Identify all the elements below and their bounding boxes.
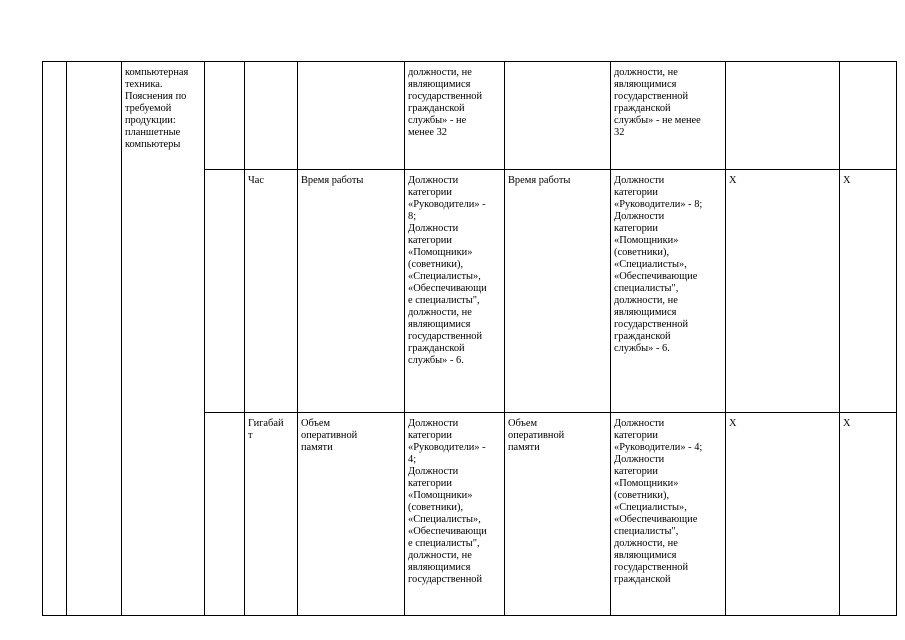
- table-cell-characteristic: [298, 62, 405, 170]
- mark-text: X: [843, 418, 851, 429]
- table-cell-product: [122, 62, 205, 616]
- table-cell-mark-1: [726, 170, 840, 413]
- value-b-text: Должности категории «Руководители» - 4; Должности категории «Помощники» (советники), «Специалисты», «Обеспечивающие специалисты", должности, не являющимися государственной гражданской: [614, 418, 703, 585]
- characteristic-b-text: Время работы: [508, 175, 571, 186]
- mark-text: X: [729, 175, 737, 186]
- characteristic-text: Время работы: [301, 175, 364, 186]
- unit-text: Гигабай т: [248, 418, 284, 441]
- table-cell-empty: [205, 62, 245, 170]
- table-cell-characteristic-b: [505, 413, 611, 616]
- table-cell-mark-2: [840, 413, 897, 616]
- table-cell-characteristic-b: [505, 170, 611, 413]
- table-cell-value-b: [611, 62, 726, 170]
- table-cell-value-a: [405, 413, 505, 616]
- table-cell-empty: [205, 413, 245, 616]
- table-cell-value-a: [405, 62, 505, 170]
- characteristic-b-text: Объем оперативной памяти: [508, 418, 565, 453]
- characteristic-text: Объем оперативной памяти: [301, 418, 358, 453]
- value-a-text: Должности категории «Руководители» - 4; Должности категории «Помощники» (советники), «Специалисты», «Обеспечивающи е специалисты", должности, не являющимися государственной: [408, 418, 487, 585]
- value-a-text: Должности категории «Руководители» - 8; Должности категории «Помощники» (советники), «Специалисты», «Обеспечивающи е специалисты", должности, не являющимися государственной гражданской службы» - 6.: [408, 175, 487, 366]
- requirements-table: [42, 61, 897, 616]
- table-cell-mark-2: [840, 170, 897, 413]
- table-cell-value-a: [405, 170, 505, 413]
- table-cell-value-b: [611, 170, 726, 413]
- table-cell-value-b: [611, 413, 726, 616]
- mark-text: X: [729, 418, 737, 429]
- value-b-text: должности, не являющимися государственной гражданской службы» - не менее 32: [614, 67, 701, 138]
- table-cell-empty: [205, 170, 245, 413]
- mark-text: X: [843, 175, 851, 186]
- value-a-text: должности, не являющимися государственной гражданской службы» - не менее 32: [408, 67, 483, 138]
- table-cell-characteristic: [298, 413, 405, 616]
- table-cell-code: [67, 62, 122, 616]
- value-b-text: Должности категории «Руководители» - 8; Должности категории «Помощники» (советники), «Специалисты», «Обеспечивающие специалисты", должности, не являющимися государственной гражданской службы» - 6.: [614, 175, 703, 354]
- unit-text: Час: [248, 175, 264, 186]
- table-cell-unit: [245, 413, 298, 616]
- table-cell-mark-2: [840, 62, 897, 170]
- product-description: компьютерная техника. Пояснения по требуемой продукции: планшетные компьютеры: [125, 67, 189, 150]
- table-row: [43, 62, 897, 170]
- table-cell-characteristic-b: [505, 62, 611, 170]
- table-cell-characteristic: [298, 170, 405, 413]
- table-cell-unit: [245, 170, 298, 413]
- table-cell-mark-1: [726, 62, 840, 170]
- table-cell-mark-1: [726, 413, 840, 616]
- table-cell-unit: [245, 62, 298, 170]
- table-cell-index: [43, 62, 67, 616]
